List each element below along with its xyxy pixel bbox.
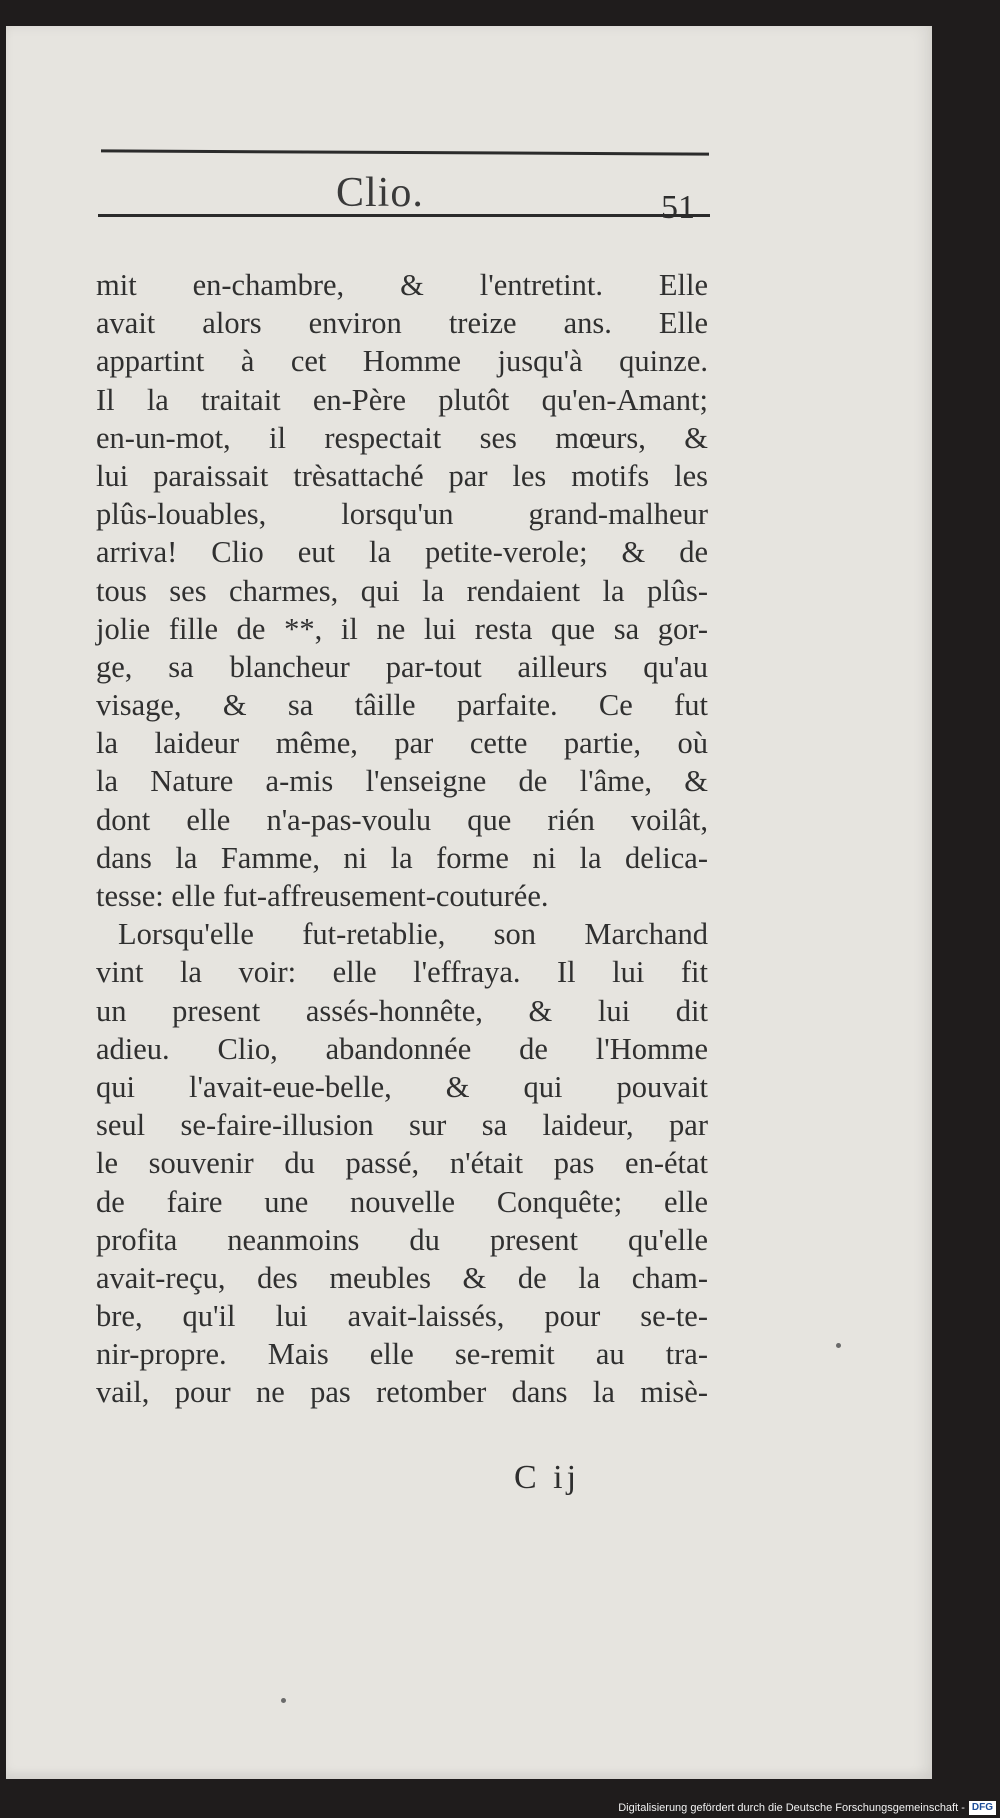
text-line: la Nature a-mis l'enseigne de l'âme, &: [96, 764, 708, 799]
text-line: tesse: elle fut-affreusement-couturée.: [96, 879, 549, 913]
text-line: seul se-faire-illusion sur sa laideur, par: [96, 1108, 708, 1143]
book-page: [6, 26, 932, 1779]
text-line: vail, pour ne pas retomber dans la misè-: [96, 1375, 708, 1410]
text-line: mit en-chambre, & l'entretint. Elle: [96, 268, 708, 302]
text-line: vint la voir: elle l'effraya. Il lui fit: [96, 955, 708, 990]
text-line: bre, qu'il lui avait-laissés, pour se-te-: [96, 1299, 708, 1334]
text-line: arriva! Clio eut la petite-verole; & de: [96, 535, 708, 570]
text-line: dont elle n'a-pas-voulu que rién voilât,: [96, 802, 708, 837]
body-text: [96, 266, 708, 1412]
dfg-logo: DFG: [969, 1801, 996, 1815]
funding-credit: Digitalisierung gefördert durch die Deutsche Forschungsgemeinschaft -: [618, 1802, 965, 1814]
text-line: un present assés-honnête, & lui dit: [96, 993, 708, 1028]
text-line: avait-reçu, des meubles & de la cham-: [96, 1260, 708, 1295]
text-line: visage, & sa tâille parfaite. Ce fut: [96, 688, 708, 723]
text-line: Lorsqu'elle fut-retablie, son Marchand: [118, 917, 708, 952]
text-line: appartint à cet Homme jusqu'à quinze.: [96, 344, 708, 379]
paper-speck: [836, 1343, 841, 1348]
running-head: Clio.: [336, 170, 424, 216]
text-line: jolie fille de **, il ne lui resta que sa gor-: [96, 611, 708, 646]
text-line: nir-propre. Mais elle se-remit au tra-: [96, 1337, 708, 1372]
text-line: plûs-louables, lorsqu'un grand-malheur: [96, 497, 708, 532]
text-line: de faire une nouvelle Conquête; elle: [96, 1184, 708, 1219]
text-line: lui paraissait trèsattaché par les motifs les: [96, 458, 708, 493]
text-line: la laideur même, par cette partie, où: [96, 726, 708, 761]
text-line: ge, sa blancheur par-tout ailleurs qu'au: [96, 649, 708, 684]
text-line: en-un-mot, il respectait ses mœurs, &: [96, 420, 708, 455]
signature-mark: C ij: [514, 1459, 581, 1496]
page-number: 51: [661, 189, 695, 226]
paper-speck: [281, 1698, 286, 1703]
text-line: tous ses charmes, qui la rendaient la plûs-: [96, 573, 708, 608]
header-rule-top: [101, 149, 709, 155]
digitization-footer: [618, 1801, 996, 1815]
header-rule-bottom: [98, 214, 710, 217]
text-line: avait alors environ treize ans. Elle: [96, 306, 708, 341]
text-line: qui l'avait-eue-belle, & qui pouvait: [96, 1069, 708, 1104]
text-line: adieu. Clio, abandonnée de l'Homme: [96, 1031, 708, 1066]
text-line: Il la traitait en-Père plutôt qu'en-Amant;: [96, 382, 708, 417]
text-line: le souvenir du passé, n'était pas en-état: [96, 1146, 708, 1181]
text-line: dans la Famme, ni la forme ni la delica-: [96, 840, 708, 875]
text-line: profita neanmoins du present qu'elle: [96, 1222, 708, 1257]
